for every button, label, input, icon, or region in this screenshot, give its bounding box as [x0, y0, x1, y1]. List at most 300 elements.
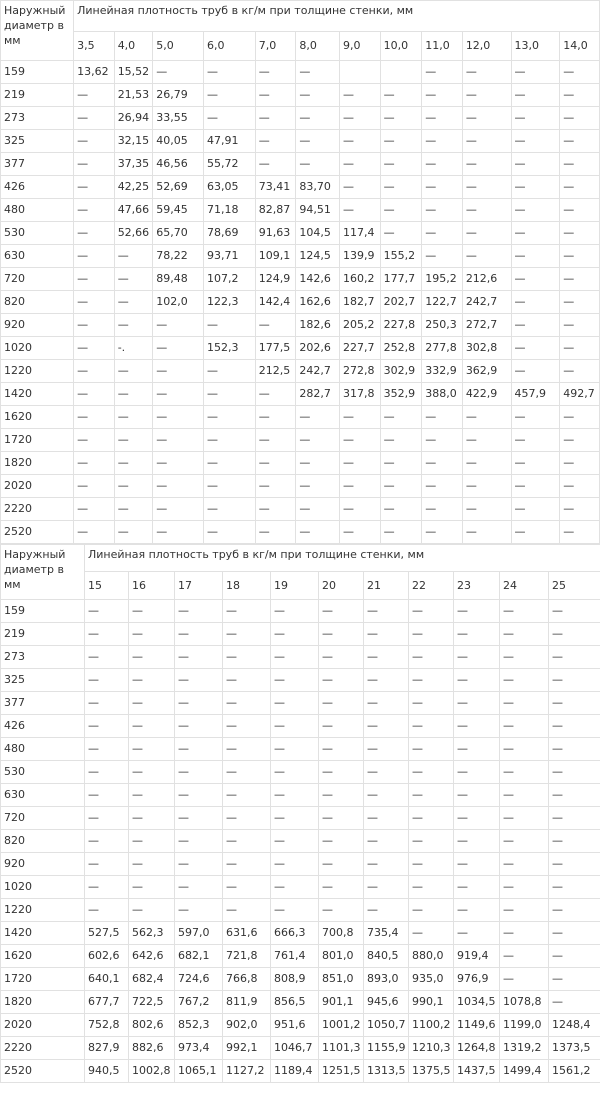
- density-cell: —: [255, 314, 296, 337]
- density-cell: 40,05: [153, 130, 204, 153]
- thickness-header: 25: [549, 572, 600, 600]
- density-cell: —: [74, 337, 115, 360]
- table-row: [1, 853, 600, 876]
- density-cell: —: [223, 669, 271, 692]
- density-cell: 1437,5: [454, 1060, 500, 1083]
- diameter-cell: 2020: [1, 1014, 85, 1037]
- diameter-cell: 325: [1, 669, 85, 692]
- density-cell: —: [462, 199, 511, 222]
- density-cell: 82,87: [255, 199, 296, 222]
- table-row: [1, 291, 600, 314]
- density-cell: 124,5: [296, 245, 340, 268]
- density-cell: 1155,9: [364, 1037, 409, 1060]
- density-cell: 250,3: [422, 314, 463, 337]
- density-cell: —: [319, 784, 364, 807]
- density-cell: —: [129, 646, 175, 669]
- density-cell: 282,7: [296, 383, 340, 406]
- density-cell: —: [296, 61, 340, 84]
- density-cell: —: [422, 222, 463, 245]
- density-cell: 1050,7: [364, 1014, 409, 1037]
- diameter-cell: 325: [1, 130, 74, 153]
- density-cell: —: [319, 600, 364, 623]
- density-cell: —: [409, 830, 454, 853]
- density-cell: —: [560, 337, 600, 360]
- density-cell: —: [114, 452, 153, 475]
- density-cell: —: [255, 406, 296, 429]
- density-cell: —: [74, 268, 115, 291]
- density-cell: —: [74, 130, 115, 153]
- density-cell: —: [454, 899, 500, 922]
- density-cell: —: [255, 429, 296, 452]
- density-cell: —: [114, 383, 153, 406]
- density-cell: —: [549, 899, 600, 922]
- density-cell: —: [511, 199, 560, 222]
- density-cell: —: [129, 623, 175, 646]
- density-cell: —: [409, 738, 454, 761]
- density-cell: —: [114, 521, 153, 544]
- diameter-header: Наружный диаметр в мм: [1, 1, 74, 61]
- density-cell: —: [511, 452, 560, 475]
- density-cell: —: [422, 245, 463, 268]
- density-cell: —: [364, 761, 409, 784]
- density-cell: 893,0: [364, 968, 409, 991]
- density-cell: —: [409, 646, 454, 669]
- density-cell: —: [511, 153, 560, 176]
- density-cell: 1199,0: [500, 1014, 549, 1037]
- density-cell: —: [511, 521, 560, 544]
- table-title: Линейная плотность труб в кг/м при толщине стенки, мм: [85, 545, 600, 572]
- table-row: [1, 61, 600, 84]
- density-cell: —: [454, 692, 500, 715]
- density-cell: 46,56: [153, 153, 204, 176]
- table-row: [1, 222, 600, 245]
- density-cell: —: [560, 176, 600, 199]
- density-cell: —: [153, 61, 204, 84]
- density-cell: —: [364, 830, 409, 853]
- density-cell: 457,9: [511, 383, 560, 406]
- density-cell: —: [129, 899, 175, 922]
- density-cell: —: [340, 521, 381, 544]
- table-row: [1, 623, 600, 646]
- diameter-cell: 820: [1, 291, 74, 314]
- density-cell: —: [175, 830, 223, 853]
- thickness-header-row: [1, 572, 600, 600]
- density-cell: —: [204, 84, 256, 107]
- density-cell: 631,6: [223, 922, 271, 945]
- density-cell: 973,4: [175, 1037, 223, 1060]
- density-cell: 880,0: [409, 945, 454, 968]
- density-cell: —: [74, 521, 115, 544]
- density-cell: —: [85, 600, 129, 623]
- density-cell: —: [500, 715, 549, 738]
- density-cell: 752,8: [85, 1014, 129, 1037]
- density-cell: —: [85, 623, 129, 646]
- density-cell: —: [511, 176, 560, 199]
- density-cell: 195,2: [422, 268, 463, 291]
- density-cell: —: [319, 830, 364, 853]
- density-cell: —: [74, 452, 115, 475]
- density-cell: —: [364, 600, 409, 623]
- density-cell: —: [409, 715, 454, 738]
- density-cell: —: [409, 692, 454, 715]
- density-cell: —: [500, 830, 549, 853]
- density-cell: —: [500, 968, 549, 991]
- density-cell: —: [462, 498, 511, 521]
- table-row: [1, 784, 600, 807]
- density-cell: —: [271, 784, 319, 807]
- density-cell: 124,9: [255, 268, 296, 291]
- density-cell: —: [85, 646, 129, 669]
- density-cell: —: [380, 176, 422, 199]
- table-row: [1, 314, 600, 337]
- density-cell: —: [223, 738, 271, 761]
- density-cell: —: [560, 429, 600, 452]
- table-row: [1, 521, 600, 544]
- density-cell: 721,8: [223, 945, 271, 968]
- density-cell: —: [271, 738, 319, 761]
- density-cell: —: [74, 153, 115, 176]
- density-cell: —: [153, 521, 204, 544]
- density-cell: —: [74, 475, 115, 498]
- table-row: [1, 1014, 600, 1037]
- density-cell: 212,5: [255, 360, 296, 383]
- density-cell: —: [500, 784, 549, 807]
- diameter-cell: 1220: [1, 899, 85, 922]
- density-cell: —: [114, 291, 153, 314]
- density-cell: —: [560, 199, 600, 222]
- density-cell: —: [204, 314, 256, 337]
- density-cell: —: [340, 153, 381, 176]
- density-cell: 26,94: [114, 107, 153, 130]
- density-cell: —: [462, 153, 511, 176]
- density-cell: —: [500, 899, 549, 922]
- table-row: [1, 452, 600, 475]
- density-cell: 160,2: [340, 268, 381, 291]
- density-cell: —: [560, 61, 600, 84]
- density-cell: —: [85, 853, 129, 876]
- density-cell: —: [380, 429, 422, 452]
- density-cell: 935,0: [409, 968, 454, 991]
- density-cell: 642,6: [129, 945, 175, 968]
- density-cell: —: [296, 130, 340, 153]
- density-cell: —: [364, 738, 409, 761]
- diameter-cell: 1720: [1, 968, 85, 991]
- density-cell: 1319,2: [500, 1037, 549, 1060]
- density-cell: 73,41: [255, 176, 296, 199]
- density-cell: —: [380, 521, 422, 544]
- density-cell: 102,0: [153, 291, 204, 314]
- density-cell: —: [74, 498, 115, 521]
- density-cell: 527,5: [85, 922, 129, 945]
- density-cell: —: [380, 107, 422, 130]
- density-cell: —: [255, 84, 296, 107]
- diameter-cell: 426: [1, 176, 74, 199]
- density-cell: 951,6: [271, 1014, 319, 1037]
- density-cell: 52,66: [114, 222, 153, 245]
- density-cell: 945,6: [364, 991, 409, 1014]
- density-cell: —: [223, 899, 271, 922]
- thickness-header: 14,0: [560, 32, 600, 61]
- diameter-cell: 720: [1, 807, 85, 830]
- density-cell: 851,0: [319, 968, 364, 991]
- density-cell: —: [500, 807, 549, 830]
- density-cell: —: [204, 383, 256, 406]
- density-cell: —: [153, 498, 204, 521]
- thickness-header: 3,5: [74, 32, 115, 61]
- density-cell: —: [114, 429, 153, 452]
- density-cell: 1210,3: [409, 1037, 454, 1060]
- density-cell: 152,3: [204, 337, 256, 360]
- diameter-cell: 1820: [1, 452, 74, 475]
- density-cell: —: [271, 830, 319, 853]
- pipe-density-table-thick: [0, 544, 600, 1083]
- table-row: [1, 406, 600, 429]
- density-cell: 766,8: [223, 968, 271, 991]
- density-cell: —: [549, 968, 600, 991]
- density-cell: 272,8: [340, 360, 381, 383]
- density-cell: —: [74, 406, 115, 429]
- density-cell: 52,69: [153, 176, 204, 199]
- density-cell: —: [223, 761, 271, 784]
- density-cell: —: [319, 807, 364, 830]
- density-cell: —: [500, 600, 549, 623]
- diameter-cell: 159: [1, 61, 74, 84]
- density-cell: —: [549, 646, 600, 669]
- density-cell: —: [511, 406, 560, 429]
- density-cell: —: [422, 406, 463, 429]
- density-cell: 901,1: [319, 991, 364, 1014]
- density-cell: 1189,4: [271, 1060, 319, 1083]
- density-cell: —: [462, 521, 511, 544]
- thickness-header: 20: [319, 572, 364, 600]
- density-cell: —: [511, 429, 560, 452]
- density-cell: 227,8: [380, 314, 422, 337]
- diameter-cell: 2220: [1, 498, 74, 521]
- diameter-cell: 1820: [1, 991, 85, 1014]
- density-cell: —: [74, 199, 115, 222]
- diameter-cell: 1220: [1, 360, 74, 383]
- density-cell: —: [255, 498, 296, 521]
- density-cell: —: [153, 429, 204, 452]
- density-cell: 122,3: [204, 291, 256, 314]
- density-cell: —: [296, 153, 340, 176]
- density-cell: —: [462, 429, 511, 452]
- density-cell: —: [175, 669, 223, 692]
- density-cell: —: [129, 784, 175, 807]
- thickness-header: 23: [454, 572, 500, 600]
- density-cell: —: [296, 498, 340, 521]
- density-cell: —: [409, 669, 454, 692]
- density-cell: —: [560, 498, 600, 521]
- density-cell: —: [175, 761, 223, 784]
- density-cell: —: [204, 107, 256, 130]
- density-cell: —: [454, 738, 500, 761]
- density-cell: —: [422, 107, 463, 130]
- density-cell: —: [409, 784, 454, 807]
- density-cell: —: [560, 291, 600, 314]
- table-row: [1, 337, 600, 360]
- density-cell: —: [462, 475, 511, 498]
- density-cell: 205,2: [340, 314, 381, 337]
- density-cell: 91,63: [255, 222, 296, 245]
- density-cell: —: [271, 899, 319, 922]
- density-cell: —: [549, 715, 600, 738]
- density-cell: —: [129, 715, 175, 738]
- density-cell: —: [271, 853, 319, 876]
- diameter-cell: 530: [1, 761, 85, 784]
- density-cell: —: [271, 692, 319, 715]
- density-cell: —: [549, 761, 600, 784]
- density-cell: —: [175, 738, 223, 761]
- thickness-header: 4,0: [114, 32, 153, 61]
- density-cell: —: [380, 222, 422, 245]
- density-cell: —: [204, 452, 256, 475]
- density-cell: —: [364, 646, 409, 669]
- density-cell: —: [560, 452, 600, 475]
- density-cell: —: [422, 475, 463, 498]
- density-cell: —: [129, 853, 175, 876]
- density-cell: —: [454, 876, 500, 899]
- density-cell: 71,18: [204, 199, 256, 222]
- thickness-header: 11,0: [422, 32, 463, 61]
- density-cell: —: [549, 830, 600, 853]
- density-cell: 83,70: [296, 176, 340, 199]
- density-cell: —: [74, 314, 115, 337]
- density-cell: —: [511, 475, 560, 498]
- density-cell: 242,7: [462, 291, 511, 314]
- density-cell: 1065,1: [175, 1060, 223, 1083]
- table-row: [1, 245, 600, 268]
- diameter-cell: 377: [1, 153, 74, 176]
- header-row: [1, 1, 600, 32]
- density-cell: —: [255, 107, 296, 130]
- density-cell: 177,5: [255, 337, 296, 360]
- diameter-cell: 1620: [1, 406, 74, 429]
- density-cell: —: [175, 853, 223, 876]
- density-cell: —: [255, 130, 296, 153]
- density-cell: —: [454, 761, 500, 784]
- density-cell: —: [340, 429, 381, 452]
- density-cell: —: [454, 646, 500, 669]
- density-cell: 640,1: [85, 968, 129, 991]
- thickness-header: 8,0: [296, 32, 340, 61]
- density-cell: 162,6: [296, 291, 340, 314]
- density-cell: 117,4: [340, 222, 381, 245]
- density-cell: —: [153, 314, 204, 337]
- thickness-header-row: [1, 32, 600, 61]
- density-cell: —: [462, 130, 511, 153]
- density-cell: —: [340, 452, 381, 475]
- diameter-cell: 480: [1, 199, 74, 222]
- density-cell: 177,7: [380, 268, 422, 291]
- density-cell: —: [409, 761, 454, 784]
- density-cell: —: [364, 715, 409, 738]
- density-cell: —: [422, 84, 463, 107]
- density-cell: —: [511, 291, 560, 314]
- density-cell: —: [319, 669, 364, 692]
- density-cell: —: [409, 853, 454, 876]
- density-cell: —: [560, 475, 600, 498]
- density-cell: —: [454, 600, 500, 623]
- density-cell: —: [129, 761, 175, 784]
- density-cell: —: [340, 475, 381, 498]
- density-cell: —: [175, 692, 223, 715]
- density-cell: —: [462, 452, 511, 475]
- density-cell: —: [560, 84, 600, 107]
- diameter-cell: 2220: [1, 1037, 85, 1060]
- density-cell: —: [549, 945, 600, 968]
- density-cell: —: [422, 61, 463, 84]
- density-cell: 212,6: [462, 268, 511, 291]
- table-row: [1, 899, 600, 922]
- diameter-cell: 480: [1, 738, 85, 761]
- density-cell: 1149,6: [454, 1014, 500, 1037]
- table-row: [1, 475, 600, 498]
- density-cell: —: [560, 107, 600, 130]
- table-row: [1, 1037, 600, 1060]
- density-cell: —: [380, 406, 422, 429]
- density-cell: 682,1: [175, 945, 223, 968]
- density-cell: 1101,3: [319, 1037, 364, 1060]
- density-cell: —: [271, 600, 319, 623]
- table-row: [1, 738, 600, 761]
- density-cell: —: [500, 761, 549, 784]
- density-cell: —: [549, 807, 600, 830]
- density-cell: —: [114, 314, 153, 337]
- density-cell: [340, 61, 381, 84]
- density-cell: —: [85, 738, 129, 761]
- density-cell: —: [153, 360, 204, 383]
- density-cell: 388,0: [422, 383, 463, 406]
- density-cell: —: [511, 222, 560, 245]
- density-cell: —: [422, 429, 463, 452]
- density-cell: —: [319, 692, 364, 715]
- density-cell: 242,7: [296, 360, 340, 383]
- density-cell: —: [296, 107, 340, 130]
- pipe-density-table-thin: [0, 0, 600, 544]
- density-cell: —: [319, 853, 364, 876]
- density-cell: —: [175, 784, 223, 807]
- density-cell: —: [549, 876, 600, 899]
- density-cell: 827,9: [85, 1037, 129, 1060]
- density-cell: —: [319, 761, 364, 784]
- density-cell: —: [271, 807, 319, 830]
- density-cell: —: [364, 692, 409, 715]
- density-cell: 422,9: [462, 383, 511, 406]
- density-cell: —: [74, 222, 115, 245]
- diameter-cell: 1420: [1, 922, 85, 945]
- density-cell: —: [204, 429, 256, 452]
- density-cell: —: [549, 738, 600, 761]
- table-row: [1, 199, 600, 222]
- density-cell: —: [319, 876, 364, 899]
- density-cell: —: [380, 153, 422, 176]
- density-cell: —: [114, 475, 153, 498]
- density-cell: —: [255, 383, 296, 406]
- density-cell: 666,3: [271, 922, 319, 945]
- density-cell: —: [296, 84, 340, 107]
- density-cell: —: [74, 107, 115, 130]
- density-cell: —: [340, 176, 381, 199]
- density-cell: —: [462, 406, 511, 429]
- diameter-cell: 159: [1, 600, 85, 623]
- density-cell: —: [454, 853, 500, 876]
- density-cell: 33,55: [153, 107, 204, 130]
- diameter-cell: 219: [1, 623, 85, 646]
- density-cell: —: [223, 646, 271, 669]
- table-row: [1, 991, 600, 1014]
- density-cell: —: [380, 84, 422, 107]
